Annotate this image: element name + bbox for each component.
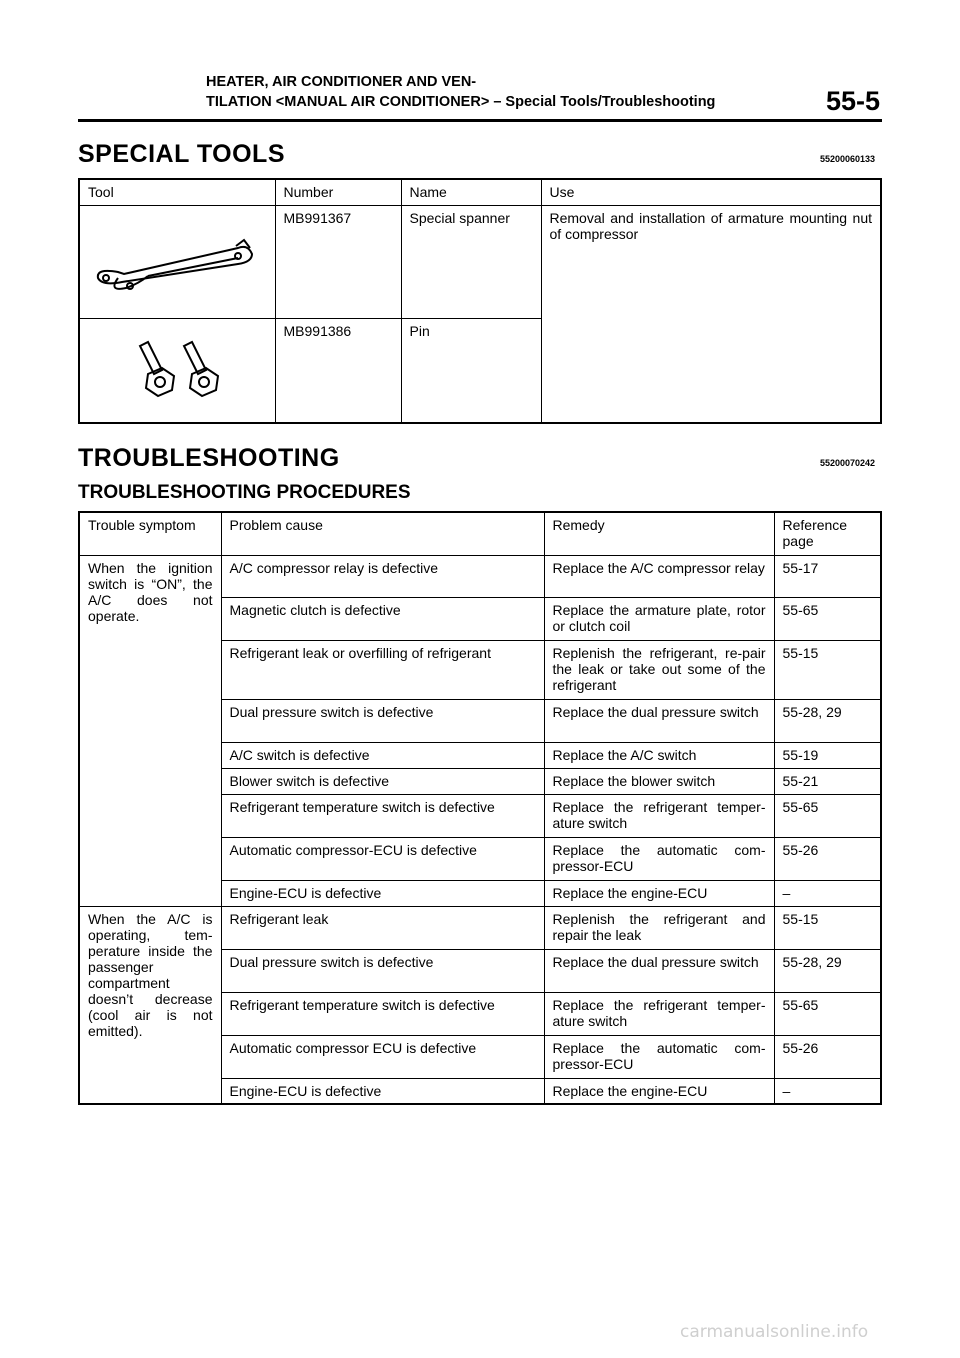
problem-cause: Refrigerant temperature switch is defective: [221, 794, 544, 837]
reference-page: 55-65: [774, 992, 881, 1035]
reference-page: 55-15: [774, 906, 881, 949]
remedy: Replace the blower switch: [544, 768, 774, 794]
problem-cause: Refrigerant temperature switch is defective: [221, 992, 544, 1035]
problem-cause: Automatic compressor-ECU is defective: [221, 837, 544, 880]
tool-name: Pin: [401, 318, 541, 423]
problem-cause: Engine-ECU is defective: [221, 1078, 544, 1104]
table-row: [79, 555, 881, 597]
column-header: Tool: [79, 179, 275, 205]
tool-name: Special spanner: [401, 205, 541, 318]
spanner-icon: [88, 232, 258, 292]
tool-use: Removal and installation of armature mounting nut of compressor: [541, 205, 881, 423]
remedy: Replace the dual pressure switch: [544, 949, 774, 992]
troubleshooting-subheading: TROUBLESHOOTING PROCEDURES: [78, 482, 411, 503]
special-tools-heading: SPECIAL TOOLS: [78, 140, 286, 168]
column-header: Use: [541, 179, 881, 205]
remedy: Replace the dual pressure switch: [544, 699, 774, 742]
problem-cause: Dual pressure switch is defective: [221, 699, 544, 742]
reference-page: 55-15: [774, 640, 881, 699]
problem-cause: A/C switch is defective: [221, 742, 544, 768]
header-title-line1: HEATER, AIR CONDITIONER AND VEN-: [206, 74, 477, 90]
reference-page: 55-65: [774, 794, 881, 837]
trouble-symptom: When the A/C is operating, tem-perature inside the passenger compartment doesn’t decrease (cool air is not emitted).: [79, 906, 221, 1104]
remedy: Replenish the refrigerant, re-pair the leak or take out some of the refrigerant: [544, 640, 774, 699]
remedy: Replace the A/C switch: [544, 742, 774, 768]
reference-page: –: [774, 880, 881, 906]
troubleshooting-table: [78, 511, 882, 1105]
remedy: Replace the engine-ECU: [544, 1078, 774, 1104]
remedy: Replace the automatic com-pressor-ECU: [544, 837, 774, 880]
reference-page: 55-26: [774, 837, 881, 880]
remedy: Replace the refrigerant temper-ature switch: [544, 794, 774, 837]
column-header: Problem cause: [221, 512, 544, 555]
table-row: [79, 906, 881, 949]
problem-cause: Refrigerant leak or overfilling of refrigerant: [221, 640, 544, 699]
tool-image-cell: [79, 318, 275, 423]
page-number: 55-5: [826, 86, 881, 116]
problem-cause: Automatic compressor ECU is defective: [221, 1035, 544, 1078]
reference-page: 55-28, 29: [774, 699, 881, 742]
tool-image-cell: [79, 205, 275, 318]
column-header: Number: [275, 179, 401, 205]
remedy: Replenish the refrigerant and repair the leak: [544, 906, 774, 949]
reference-page: 55-26: [774, 1035, 881, 1078]
problem-cause: Magnetic clutch is defective: [221, 597, 544, 640]
tool-number: MB991367: [275, 205, 401, 318]
remedy: Replace the armature plate, rotor or clutch coil: [544, 597, 774, 640]
table-header-row: [79, 512, 881, 555]
troubleshooting-code: 55200070242: [820, 458, 876, 468]
table-row: [79, 205, 881, 318]
problem-cause: Engine-ECU is defective: [221, 880, 544, 906]
troubleshooting-heading: TROUBLESHOOTING: [78, 444, 340, 472]
problem-cause: Refrigerant leak: [221, 906, 544, 949]
problem-cause: Blower switch is defective: [221, 768, 544, 794]
reference-page: 55-65: [774, 597, 881, 640]
reference-page: –: [774, 1078, 881, 1104]
header-title-line2: TILATION <MANUAL AIR CONDITIONER> – Special Tools/Troubleshooting: [206, 94, 716, 110]
column-header: Remedy: [544, 512, 774, 555]
watermark: carmanualsonline.info: [680, 1322, 869, 1342]
column-header: Name: [401, 179, 541, 205]
reference-page: 55-17: [774, 555, 881, 597]
tool-number: MB991386: [275, 318, 401, 423]
pin-icon: [88, 336, 258, 406]
problem-cause: A/C compressor relay is defective: [221, 555, 544, 597]
special-tools-table: [78, 178, 882, 424]
reference-page: 55-19: [774, 742, 881, 768]
reference-page: 55-28, 29: [774, 949, 881, 992]
special-tools-code: 55200060133: [820, 154, 876, 164]
remedy: Replace the refrigerant temper-ature switch: [544, 992, 774, 1035]
remedy: Replace the engine-ECU: [544, 880, 774, 906]
remedy: Replace the A/C compressor relay: [544, 555, 774, 597]
page-header: [206, 74, 886, 116]
trouble-symptom: When the ignition switch is “ON”, the A/C does not operate.: [79, 555, 221, 906]
reference-page: 55-21: [774, 768, 881, 794]
remedy: Replace the automatic com-pressor-ECU: [544, 1035, 774, 1078]
header-rule: [78, 119, 882, 122]
table-header-row: [79, 179, 881, 205]
column-header: Reference page: [774, 512, 881, 555]
column-header: Trouble symptom: [79, 512, 221, 555]
problem-cause: Dual pressure switch is defective: [221, 949, 544, 992]
